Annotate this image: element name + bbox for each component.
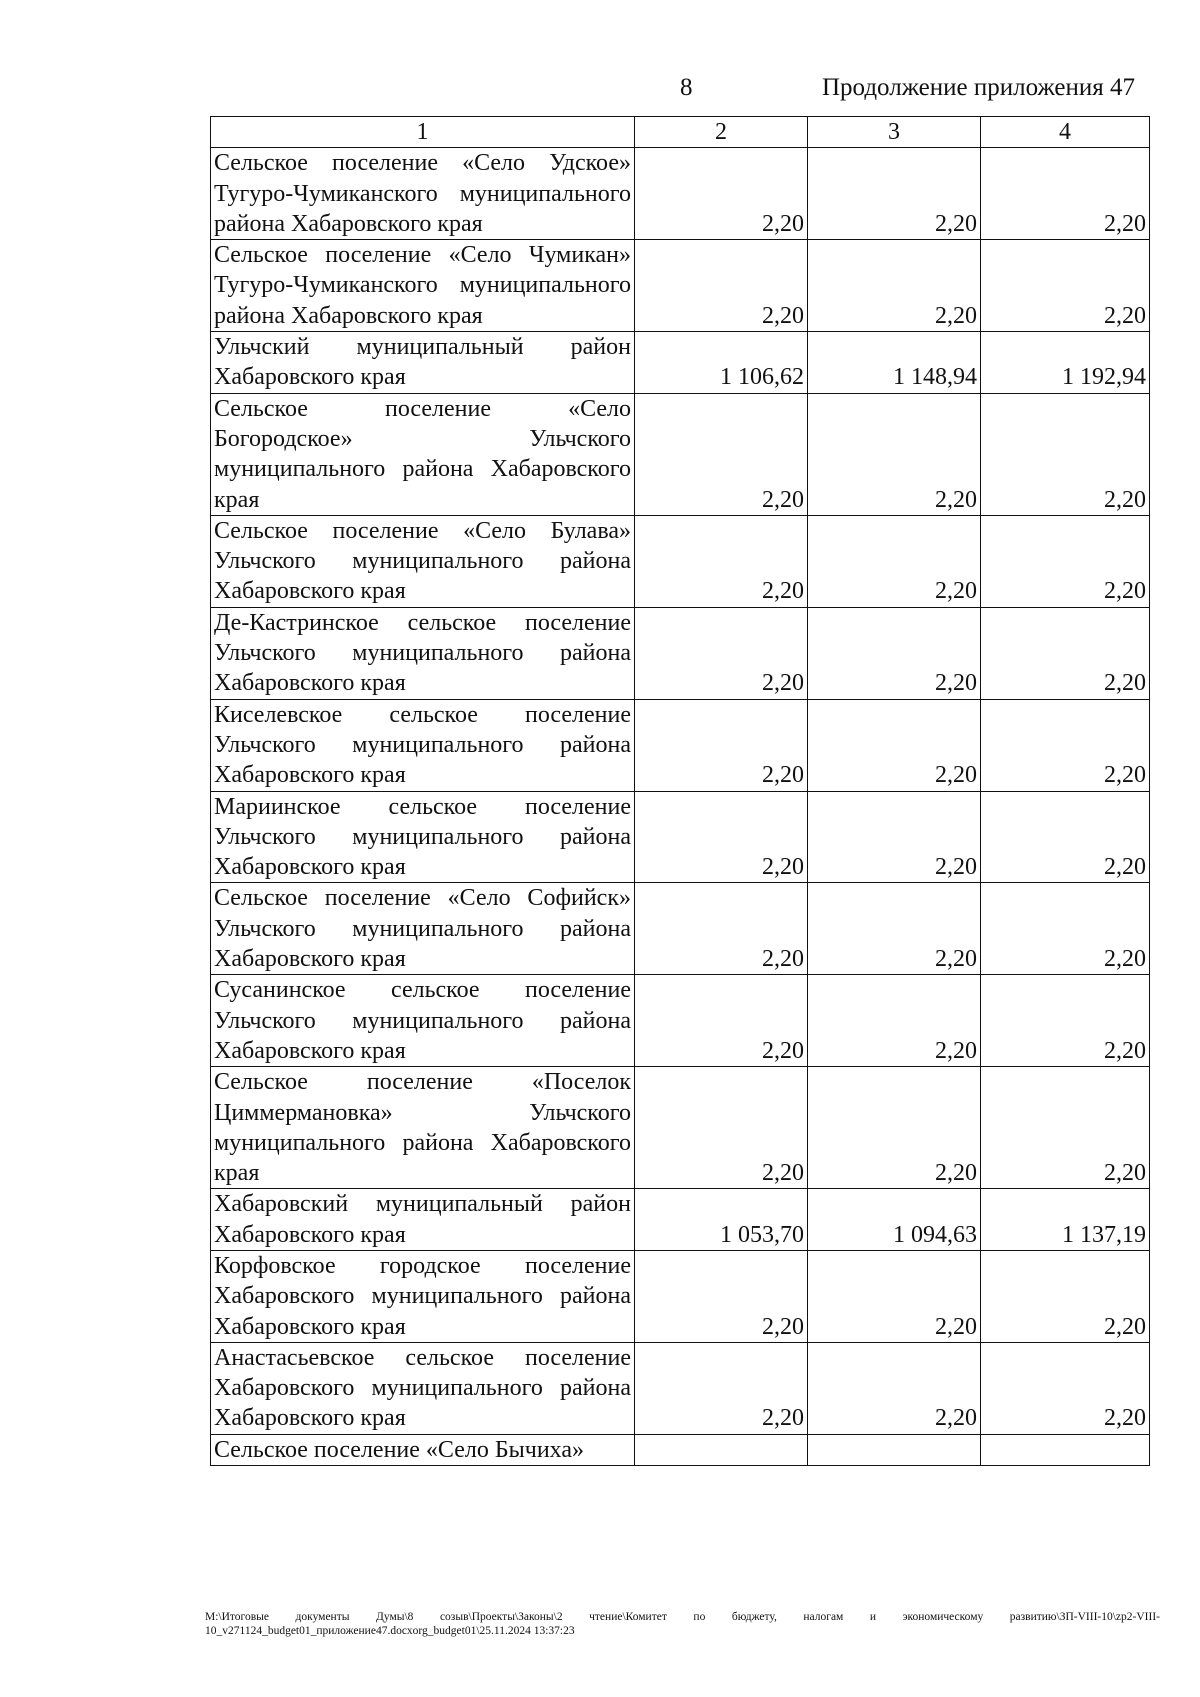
table-row	[211, 1250, 1150, 1342]
value-cell-col4: 2,20	[981, 1250, 1150, 1342]
table-row	[211, 332, 1150, 394]
table-row	[211, 515, 1150, 607]
municipality-name-cell: Мариинское сельское поселение Ульчского муниципального района Хабаровского края	[211, 791, 635, 883]
column-header: 4	[981, 117, 1150, 148]
value-cell-col4: 2,20	[981, 607, 1150, 699]
value-cell-col3: 2,20	[808, 883, 981, 975]
value-cell-col2: 2,20	[635, 515, 808, 607]
value-cell-col2: 2,20	[635, 883, 808, 975]
value-cell-col2: 2,20	[635, 1342, 808, 1434]
value-cell-col2: 2,20	[635, 1250, 808, 1342]
value-cell-col3: 2,20	[808, 607, 981, 699]
value-cell-col3: 2,20	[808, 1067, 981, 1189]
table-header-row	[211, 117, 1150, 148]
value-cell-col4: 2,20	[981, 883, 1150, 975]
value-cell-col3: 2,20	[808, 393, 981, 515]
value-cell-col3	[808, 1434, 981, 1465]
municipality-name-cell: Анастасьевское сельское поселение Хабаровского муниципального района Хабаровского края	[211, 1342, 635, 1434]
document-path-footer: М:\Итоговые документы Думы\8 созыв\Проекты\Законы\2 чтение\Комитет по бюджету, налогам и экономическому развитию\ЗП-VIII-10\zp2-VIII-10_v271124_budget01_приложение47.docxorg_budget01\25.11.2024 13:37:23	[205, 1611, 1160, 1637]
page-number: 8	[680, 74, 693, 101]
value-cell-col3: 2,20	[808, 148, 981, 240]
column-header: 3	[808, 117, 981, 148]
value-cell-col4: 2,20	[981, 148, 1150, 240]
value-cell-col2: 2,20	[635, 975, 808, 1067]
value-cell-col4: 2,20	[981, 393, 1150, 515]
value-cell-col4: 2,20	[981, 791, 1150, 883]
table-row	[211, 1189, 1150, 1251]
continuation-title: Продолжение приложения 47	[822, 74, 1136, 101]
value-cell-col2: 2,20	[635, 393, 808, 515]
value-cell-col4: 2,20	[981, 1342, 1150, 1434]
municipality-name-cell: Корфовское городское поселение Хабаровского муниципального района Хабаровского края	[211, 1250, 635, 1342]
municipality-name-cell: Сельское поселение «Село Бычиха»	[211, 1434, 635, 1465]
municipality-name-cell: Сусанинское сельское поселение Ульчского муниципального района Хабаровского края	[211, 975, 635, 1067]
municipality-name-cell: Сельское поселение «Поселок Циммермановка» Ульчского муниципального района Хабаровского края	[211, 1067, 635, 1189]
municipality-name-cell: Сельское поселение «Село Булава» Ульчского муниципального района Хабаровского края	[211, 515, 635, 607]
value-cell-col4: 1 192,94	[981, 332, 1150, 394]
table-row	[211, 1067, 1150, 1189]
municipality-name-cell: Сельское поселение «Село Богородское» Ульчского муниципального района Хабаровского края	[211, 393, 635, 515]
table-row	[211, 148, 1150, 240]
municipality-name-cell: Сельское поселение «Село Чумикан» Тугуро-Чумиканского муниципального района Хабаровского края	[211, 240, 635, 332]
value-cell-col3: 1 148,94	[808, 332, 981, 394]
value-cell-col2: 1 106,62	[635, 332, 808, 394]
table-row	[211, 1434, 1150, 1465]
value-cell-col2: 1 053,70	[635, 1189, 808, 1251]
column-header: 1	[211, 117, 635, 148]
municipality-name-cell: Хабаровский муниципальный район Хабаровского края	[211, 1189, 635, 1251]
value-cell-col4: 2,20	[981, 240, 1150, 332]
value-cell-col3: 2,20	[808, 1250, 981, 1342]
municipality-name-cell: Ульчский муниципальный район Хабаровского края	[211, 332, 635, 394]
value-cell-col3: 2,20	[808, 975, 981, 1067]
value-cell-col2: 2,20	[635, 1067, 808, 1189]
municipality-name-cell: Сельское поселение «Село Софийск» Ульчского муниципального района Хабаровского края	[211, 883, 635, 975]
budget-table	[210, 116, 1150, 1466]
table-row	[211, 975, 1150, 1067]
table-row	[211, 240, 1150, 332]
municipality-name-cell: Де-Кастринское сельское поселение Ульчского муниципального района Хабаровского края	[211, 607, 635, 699]
value-cell-col4: 2,20	[981, 515, 1150, 607]
value-cell-col3: 2,20	[808, 1342, 981, 1434]
value-cell-col4	[981, 1434, 1150, 1465]
table-row	[211, 393, 1150, 515]
table-row	[211, 699, 1150, 791]
value-cell-col3: 2,20	[808, 240, 981, 332]
value-cell-col4: 1 137,19	[981, 1189, 1150, 1251]
value-cell-col2	[635, 1434, 808, 1465]
municipality-name-cell: Киселевское сельское поселение Ульчского муниципального района Хабаровского края	[211, 699, 635, 791]
value-cell-col2: 2,20	[635, 240, 808, 332]
value-cell-col3: 2,20	[808, 515, 981, 607]
value-cell-col4: 2,20	[981, 1067, 1150, 1189]
table-row	[211, 1342, 1150, 1434]
table-row	[211, 607, 1150, 699]
table-row	[211, 883, 1150, 975]
value-cell-col4: 2,20	[981, 699, 1150, 791]
value-cell-col2: 2,20	[635, 791, 808, 883]
value-cell-col3: 2,20	[808, 699, 981, 791]
value-cell-col3: 1 094,63	[808, 1189, 981, 1251]
value-cell-col4: 2,20	[981, 975, 1150, 1067]
table-row	[211, 791, 1150, 883]
municipality-name-cell: Сельское поселение «Село Удское» Тугуро-Чумиканского муниципального района Хабаровского края	[211, 148, 635, 240]
value-cell-col2: 2,20	[635, 148, 808, 240]
value-cell-col3: 2,20	[808, 791, 981, 883]
value-cell-col2: 2,20	[635, 699, 808, 791]
column-header: 2	[635, 117, 808, 148]
value-cell-col2: 2,20	[635, 607, 808, 699]
